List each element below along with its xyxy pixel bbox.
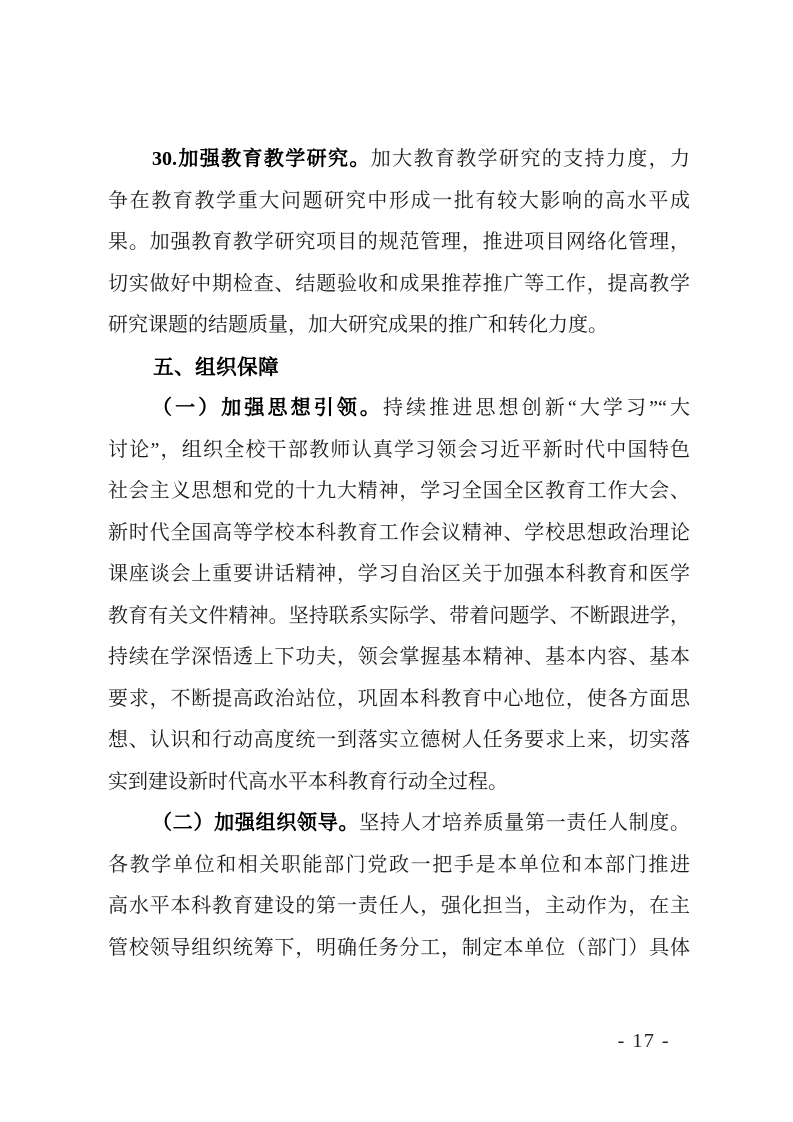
text-line (108, 347, 690, 389)
line-text-run: 坚持人才培养质量第一责任人制度。 (359, 812, 691, 834)
text-line (108, 596, 690, 638)
line-text-run: 讨论”，组织全校干部教师认真学习领会习近平新时代中国特色 (108, 438, 690, 461)
line-text-run: 高水平本科教育建设的第一责任人，强化担当，主动作为，在主 (108, 895, 690, 917)
line-text-run: 要求，不断提高政治站位，巩固本科教育中心地位，使各方面思 (108, 687, 690, 710)
text-line (108, 845, 690, 887)
text-line (108, 762, 690, 804)
line-text-run: 课座谈会上重要讲话精神，学习自治区关于加强本科教育和医学 (108, 563, 690, 585)
line-text-run: 加大教育教学研究的支持力度，力 (370, 148, 690, 170)
text-line (108, 471, 690, 513)
text-line (108, 181, 690, 223)
line-text-run: 持续推进思想创新“大学习”“大 (383, 397, 690, 419)
line-text-run: 教育有关文件精神。坚持联系实际学、带着问题学、不断跟进学， (108, 604, 690, 627)
page-number: - 17 - (617, 1030, 670, 1052)
line-text-run: 研究课题的结题质量，加大研究成果的推广和转化力度。 (108, 314, 608, 336)
text-line (108, 928, 690, 970)
text-line (108, 637, 690, 679)
text-line (108, 679, 690, 721)
text-line (108, 139, 690, 181)
line-bold-run: （一）加强思想引领。 (152, 397, 384, 419)
line-text-run: 新时代全国高等学校本科教育工作会议精神、学校思想政治理论 (108, 521, 690, 544)
line-text-run: 实到建设新时代高水平本科教育行动全过程。 (108, 770, 508, 793)
text-line (108, 222, 690, 264)
line-text-run: 持续在学深悟透上下功夫，领会掌握基本精神、基本内容、基本 (108, 646, 690, 668)
line-bold-run: 30.加强教育教学研究。 (152, 148, 371, 170)
text-line (108, 430, 690, 472)
line-text-run: 各教学单位和相关职能部门党政一把手是本单位和本部门推进 (108, 853, 690, 876)
line-text-run: 争在教育教学重大问题研究中形成一批有较大影响的高水平成 (108, 189, 690, 212)
line-bold-run: （二）加强组织领导。 (152, 812, 360, 834)
text-line (108, 264, 690, 306)
line-text-run: 切实做好中期检查、结题验收和成果推荐推广等工作，提高教学 (108, 272, 690, 295)
text-line (108, 513, 690, 555)
line-text-run: 想、认识和行动高度统一到落实立德树人任务要求上来，切实落 (108, 729, 690, 751)
text-line (108, 720, 690, 762)
text-line (108, 554, 690, 596)
text-line (108, 388, 690, 430)
line-text-run: 社会主义思想和党的十九大精神，学习全国全区教育工作大会、 (108, 480, 690, 502)
line-text-run: 果。加强教育教学研究项目的规范管理，推进项目网络化管理， (108, 231, 690, 253)
text-line (108, 305, 690, 347)
line-text-run: 五、组织保障 (153, 354, 280, 379)
document-body (108, 139, 690, 969)
text-line (108, 803, 690, 845)
text-line (108, 886, 690, 928)
line-text-run: 管校领导组织统筹下，明确任务分工，制定本单位（部门）具体 (108, 936, 690, 959)
